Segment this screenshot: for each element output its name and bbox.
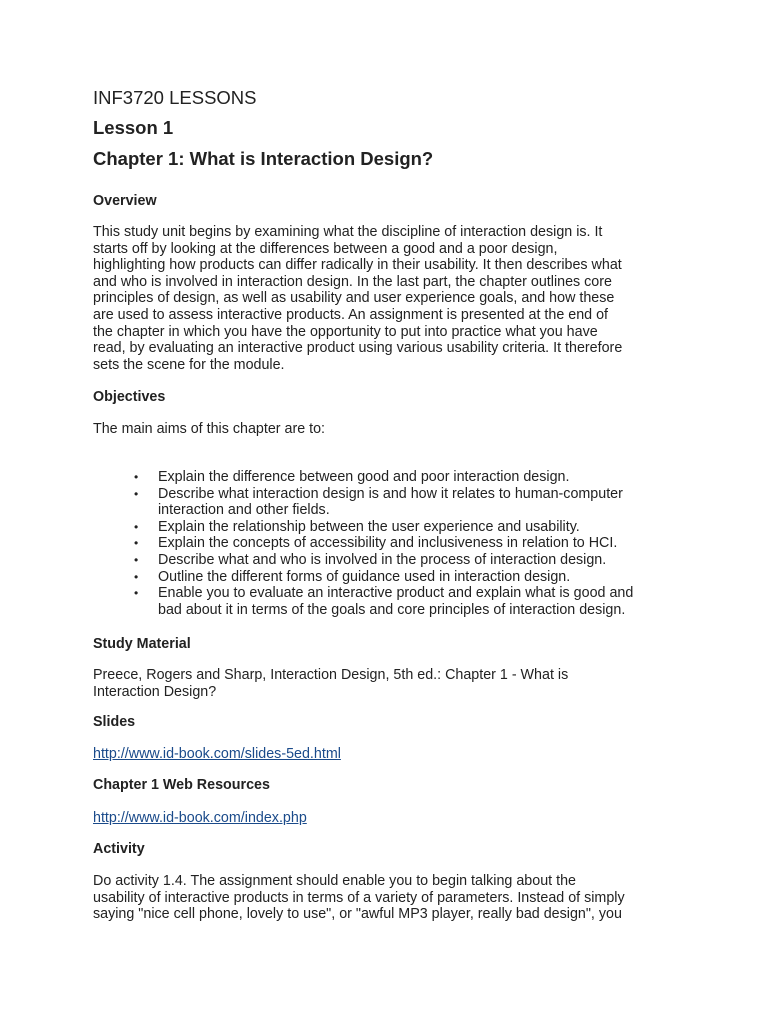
study-material-line: Preece, Rogers and Sharp, Interaction Design, 5th ed.: Chapter 1 - What is	[93, 667, 569, 683]
objectives-list	[93, 469, 693, 618]
objective-line: • Outline the different forms of guidance used in interaction design.	[158, 568, 571, 585]
activity-heading: Activity	[93, 841, 145, 857]
objectives-intro: The main aims of this chapter are to:	[93, 421, 326, 437]
objective-line: interaction and other fields.	[158, 502, 330, 519]
objective-line: • Enable you to evaluate an interactive product and explain what is good and	[158, 585, 634, 602]
objective-item	[93, 552, 693, 569]
slides-link-line	[93, 746, 341, 763]
web-resources-heading: Chapter 1 Web Resources	[93, 777, 270, 793]
objective-line: • Describe what interaction design is and how it relates to human-computer	[158, 485, 623, 502]
objective-line: • Describe what and who is involved in the process of interaction design.	[158, 551, 607, 568]
slides-heading: Slides	[93, 714, 136, 730]
activity-paragraph	[93, 873, 625, 923]
document-title: INF3720 LESSONS	[93, 87, 257, 108]
objective-line: • Explain the difference between good and poor interaction design.	[158, 469, 570, 485]
objectives-heading: Objectives	[93, 389, 166, 405]
overview-line: This study unit begins by examining what the discipline of interaction design is. It	[93, 224, 603, 240]
overview-line: sets the scene for the module.	[93, 356, 285, 373]
overview-line: the chapter in which you have the opportunity to put into practice what you have	[93, 323, 598, 340]
study-material-paragraph	[93, 667, 568, 700]
overview-line: principles of design, as well as usability and user experience goals, and how these	[93, 290, 615, 307]
study-material-line: Interaction Design?	[93, 683, 217, 700]
objective-line: bad about it in terms of the goals and core principles of interaction design.	[158, 601, 626, 618]
objective-line: • Explain the concepts of accessibility and inclusiveness in relation to HCI.	[158, 535, 618, 552]
web-resources-link-line	[93, 810, 307, 827]
activity-line: Do activity 1.4. The assignment should enable you to begin talking about the	[93, 873, 576, 889]
objective-item	[93, 585, 693, 618]
objective-item	[93, 469, 693, 486]
study-material-heading: Study Material	[93, 636, 191, 652]
lesson-heading: Lesson 1	[93, 117, 174, 138]
overview-line: highlighting how products can differ radically in their usability. It then describes what	[93, 257, 622, 274]
overview-paragraph	[93, 224, 622, 373]
objective-item	[93, 535, 693, 552]
activity-line: usability of interactive products in terms of a variety of parameters. Instead of simply	[93, 889, 625, 906]
objective-item	[93, 486, 693, 519]
activity-line: saying "nice cell phone, lovely to use", or "awful MP3 player, really bad design", you	[93, 906, 622, 923]
overview-line: read, by evaluating an interactive product using various usability criteria. It therefore	[93, 340, 623, 357]
objective-line: • Explain the relationship between the user experience and usability.	[158, 518, 580, 535]
overview-line: starts off by looking at the differences between a good and a poor design,	[93, 240, 558, 257]
web-resources-link[interactable]: http://www.id-book.com/index.php	[93, 810, 307, 826]
overview-line: and who is involved in interaction design. In the last part, the chapter outlines core	[93, 273, 612, 290]
overview-heading: Overview	[93, 193, 157, 209]
chapter-heading: Chapter 1: What is Interaction Design?	[93, 148, 434, 169]
slides-link[interactable]: http://www.id-book.com/slides-5ed.html	[93, 746, 341, 762]
objective-item	[93, 569, 693, 586]
objective-item	[93, 519, 693, 536]
overview-line: are used to assess interactive products. An assignment is presented at the end of	[93, 306, 608, 323]
